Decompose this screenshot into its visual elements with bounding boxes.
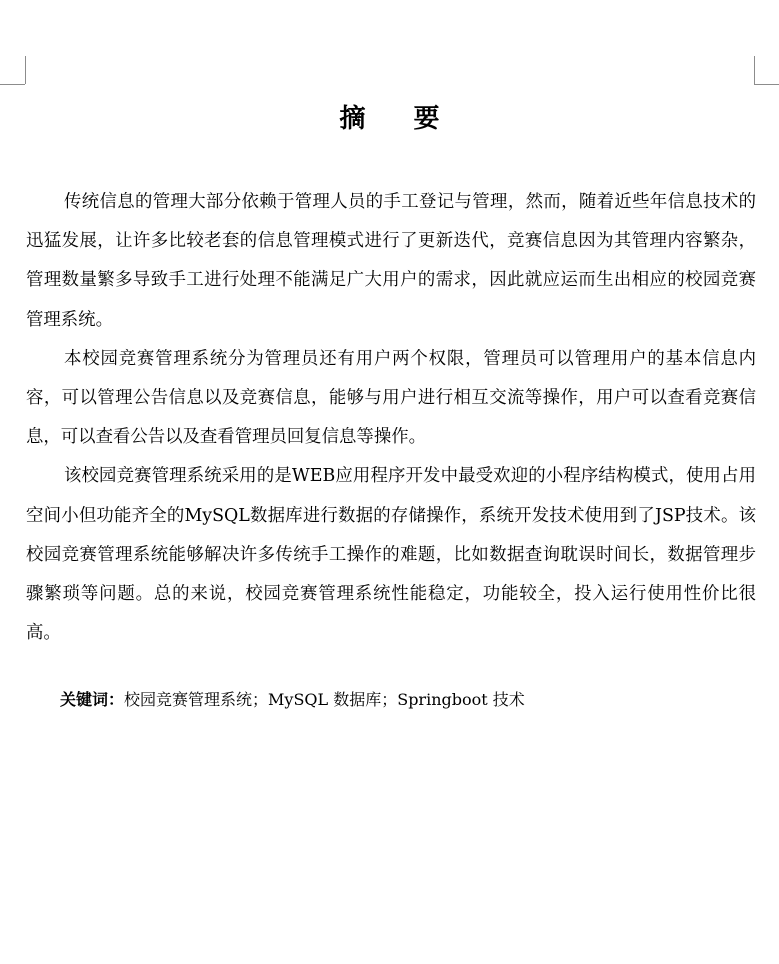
crop-mark-top-right-vertical — [754, 56, 755, 84]
abstract-body — [26, 183, 756, 653]
crop-mark-top-right-horizontal — [754, 84, 779, 85]
crop-mark-top-left-horizontal — [0, 84, 25, 85]
abstract-paragraph-3: 该校园竞赛管理系统采用的是WEB应用程序开发中最受欢迎的小程序结构模式，使用占用空间小但功能齐全的MySQL数据库进行数据的存储操作，系统开发技术使用到了JSP技术。该校园竞赛管理系统能够解决许多传统手工操作的难题，比如数据查询耽误时间长，数据管理步骤繁琐等问题。总的来说，校园竞赛管理系统性能稳定，功能较全，投入运行使用性价比很高。 — [26, 466, 756, 644]
crop-mark-top-left-vertical — [25, 56, 26, 84]
abstract-title: 摘要 — [339, 104, 488, 134]
abstract-paragraph-2: 本校园竞赛管理系统分为管理员还有用户两个权限，管理员可以管理用户的基本信息内容，可以管理公告信息以及竞赛信息，能够与用户进行相互交流等操作，用户可以查看竞赛信息，可以查看公告以及查看管理员回复信息等操作。 — [26, 348, 756, 448]
keywords-text: 校园竞赛管理系统；MySQL 数据库；Springboot 技术 — [124, 690, 525, 709]
keywords-line — [60, 686, 525, 714]
keywords-label: 关键词： — [60, 690, 125, 709]
abstract-paragraph-1: 传统信息的管理大部分依赖于管理人员的手工登记与管理，然而，随着近些年信息技术的迅猛发展，让许多比较老套的信息管理模式进行了更新迭代，竞赛信息因为其管理内容繁杂，管理数量繁多导致手工进行处理不能满足广大用户的需求，因此就应运而生出相应的校园竞赛管理系统。 — [26, 192, 756, 330]
